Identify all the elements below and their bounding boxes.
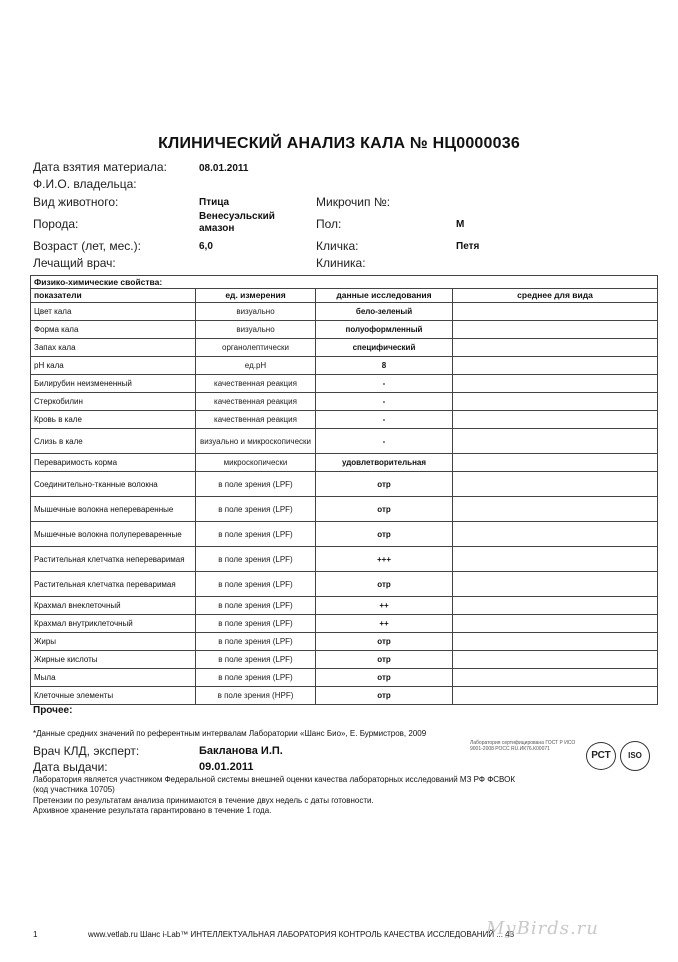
document-title: КЛИНИЧЕСКИЙ АНАЛИЗ КАЛА № НЦ0000036 xyxy=(158,135,520,152)
indicator-cell: Цвет кала xyxy=(31,303,196,321)
average-cell xyxy=(453,454,658,472)
result-cell: 8 xyxy=(316,357,453,375)
certification-text: Лаборатория сертифицирована ГОСТ Р ИСО 9001-2008 РОСС RU.ИК76.К00071 xyxy=(470,740,576,752)
section-title: Физико-химические свойства: xyxy=(31,276,658,289)
result-cell: - xyxy=(316,375,453,393)
owner-label: Ф.И.О. владельца: xyxy=(33,177,137,191)
result-cell: отр xyxy=(316,522,453,547)
result-cell: отр xyxy=(316,651,453,669)
average-cell xyxy=(453,572,658,597)
average-cell xyxy=(453,429,658,454)
table-row xyxy=(31,411,658,429)
age-label: Возраст (лет, мес.): xyxy=(33,239,141,253)
header-average: среднее для вида xyxy=(453,289,658,303)
average-cell xyxy=(453,472,658,497)
average-cell xyxy=(453,339,658,357)
table-row xyxy=(31,375,658,393)
table-row xyxy=(31,522,658,547)
sample-date-value: 08.01.2011 xyxy=(199,163,249,174)
result-cell: +++ xyxy=(316,547,453,572)
indicator-cell: Жирные кислоты xyxy=(31,651,196,669)
indicator-cell: Мышечные волокна полупереваренные xyxy=(31,522,196,547)
indicator-cell: Стеркобилин xyxy=(31,393,196,411)
table-row xyxy=(31,597,658,615)
table-row xyxy=(31,472,658,497)
average-cell xyxy=(453,522,658,547)
issue-date-label: Дата выдачи: xyxy=(33,760,108,774)
unit-cell: в поле зрения (LPF) xyxy=(196,597,316,615)
nickname-value: Петя xyxy=(456,241,480,252)
note-fsvok: Лаборатория является участником Федеральной системы внешней оценки качества лабораторных исследований МЗ РФ ФСВОК xyxy=(33,775,516,784)
header-result: данные исследования xyxy=(316,289,453,303)
iso-logo-icon: ISO xyxy=(620,741,650,771)
table-row xyxy=(31,572,658,597)
indicator-cell: Кровь в кале xyxy=(31,411,196,429)
average-cell xyxy=(453,303,658,321)
indicator-cell: Билирубин неизмененный xyxy=(31,375,196,393)
result-cell: полуоформленный xyxy=(316,321,453,339)
section-row xyxy=(31,276,658,289)
indicator-cell: Форма кала xyxy=(31,321,196,339)
result-cell: - xyxy=(316,393,453,411)
table-row xyxy=(31,547,658,572)
animal-type-label: Вид животного: xyxy=(33,195,119,209)
table-row xyxy=(31,615,658,633)
watermark: MyBirds.ru xyxy=(486,918,599,939)
result-cell: отр xyxy=(316,633,453,651)
table-row xyxy=(31,339,658,357)
indicator-cell: Мыла xyxy=(31,669,196,687)
header-unit: ед. измерения xyxy=(196,289,316,303)
unit-cell: визуально xyxy=(196,321,316,339)
table-row xyxy=(31,687,658,705)
average-cell xyxy=(453,321,658,339)
sample-date-label: Дата взятия материала: xyxy=(33,160,167,174)
unit-cell: ед.pH xyxy=(196,357,316,375)
certification-logos xyxy=(470,740,650,774)
average-cell xyxy=(453,615,658,633)
issue-date-value: 09.01.2011 xyxy=(199,761,254,773)
unit-cell: визуально xyxy=(196,303,316,321)
average-cell xyxy=(453,357,658,375)
breed-label: Порода: xyxy=(33,217,79,231)
breed-value: Венесуэльский амазон xyxy=(199,211,275,234)
result-cell: отр xyxy=(316,472,453,497)
result-cell: отр xyxy=(316,497,453,522)
table-row xyxy=(31,321,658,339)
unit-cell: в поле зрения (LPF) xyxy=(196,522,316,547)
unit-cell: в поле зрения (LPF) xyxy=(196,651,316,669)
other-label: Прочее: xyxy=(33,705,73,716)
expert-name: Бакланова И.П. xyxy=(199,745,283,757)
average-cell xyxy=(453,687,658,705)
unit-cell: качественная реакция xyxy=(196,375,316,393)
table-row xyxy=(31,357,658,375)
average-cell xyxy=(453,547,658,572)
animal-type-value: Птица xyxy=(199,197,230,208)
unit-cell: в поле зрения (LPF) xyxy=(196,633,316,651)
note-claims: Претензии по результатам анализа принимаются в течение двух недель с даты готовности. xyxy=(33,796,374,805)
indicator-cell: Растительная клетчатка переваримая xyxy=(31,572,196,597)
page-number: 1 xyxy=(33,930,38,939)
result-cell: - xyxy=(316,429,453,454)
indicator-cell: Жиры xyxy=(31,633,196,651)
table-row xyxy=(31,429,658,454)
indicator-cell: Мышечные волокна непереваренные xyxy=(31,497,196,522)
result-cell: - xyxy=(316,411,453,429)
table-row xyxy=(31,497,658,522)
unit-cell: в поле зрения (LPF) xyxy=(196,497,316,522)
unit-cell: в поле зрения (LPF) xyxy=(196,547,316,572)
table-row xyxy=(31,633,658,651)
unit-cell: в поле зрения (LPF) xyxy=(196,472,316,497)
unit-cell: качественная реакция xyxy=(196,411,316,429)
unit-cell: в поле зрения (LPF) xyxy=(196,669,316,687)
average-cell xyxy=(453,375,658,393)
table-row xyxy=(31,669,658,687)
unit-cell: органолептически xyxy=(196,339,316,357)
indicator-cell: Слизь в кале xyxy=(31,429,196,454)
average-cell xyxy=(453,669,658,687)
result-cell: ++ xyxy=(316,597,453,615)
average-cell xyxy=(453,633,658,651)
unit-cell: качественная реакция xyxy=(196,393,316,411)
indicator-cell: pH кала xyxy=(31,357,196,375)
result-cell: удовлетворительная xyxy=(316,454,453,472)
indicator-cell: Крахмал внеклеточный xyxy=(31,597,196,615)
average-cell xyxy=(453,497,658,522)
expert-label: Врач КЛД, эксперт: xyxy=(33,744,140,758)
indicator-cell: Растительная клетчатка непереваримая xyxy=(31,547,196,572)
average-cell xyxy=(453,393,658,411)
nickname-label: Кличка: xyxy=(316,239,359,253)
average-cell xyxy=(453,597,658,615)
age-value: 6,0 xyxy=(199,241,213,252)
unit-cell: визуально и микроскопически xyxy=(196,429,316,454)
table-row xyxy=(31,303,658,321)
header-row xyxy=(31,289,658,303)
sex-value: М xyxy=(456,219,465,230)
note-archive: Архивное хранение результата гарантировано в течение 1 года. xyxy=(33,806,272,815)
indicator-cell: Крахмал внутриклеточный xyxy=(31,615,196,633)
result-cell: отр xyxy=(316,572,453,597)
result-cell: отр xyxy=(316,669,453,687)
result-cell: отр xyxy=(316,687,453,705)
indicator-cell: Клеточные элементы xyxy=(31,687,196,705)
rst-logo-icon: РСТ xyxy=(586,742,616,770)
indicator-cell: Переваримость корма xyxy=(31,454,196,472)
note-participant-code: (код участника 10705) xyxy=(33,785,115,794)
clinic-label: Клиника: xyxy=(316,256,366,270)
unit-cell: микроскопически xyxy=(196,454,316,472)
average-cell xyxy=(453,651,658,669)
footnote: *Данные средних значений по референтным интервалам Лаборатории «Шанс Био», Е. Бурмистров, 2009 xyxy=(33,729,427,738)
table-row xyxy=(31,393,658,411)
indicator-cell: Запах кала xyxy=(31,339,196,357)
sex-label: Пол: xyxy=(316,217,342,231)
table-row xyxy=(31,454,658,472)
results-table xyxy=(30,275,658,705)
microchip-label: Микрочип №: xyxy=(316,195,391,209)
unit-cell: в поле зрения (LPF) xyxy=(196,615,316,633)
unit-cell: в поле зрения (LPF) xyxy=(196,572,316,597)
result-cell: специфический xyxy=(316,339,453,357)
indicator-cell: Соединительно-тканные волокна xyxy=(31,472,196,497)
result-cell: бело-зеленый xyxy=(316,303,453,321)
table-row xyxy=(31,651,658,669)
result-cell: ++ xyxy=(316,615,453,633)
unit-cell: в поле зрения (HPF) xyxy=(196,687,316,705)
doctor-label: Лечащий врач: xyxy=(33,256,116,270)
footer-line: www.vetlab.ru Шанс i-Lab™ ИНТЕЛЛЕКТУАЛЬНАЯ ЛАБОРАТОРИЯ КОНТРОЛЬ КАЧЕСТВА ИССЛЕДОВАНИЙ ... 48 xyxy=(88,930,515,939)
average-cell xyxy=(453,411,658,429)
header-indicator: показатели xyxy=(31,289,196,303)
